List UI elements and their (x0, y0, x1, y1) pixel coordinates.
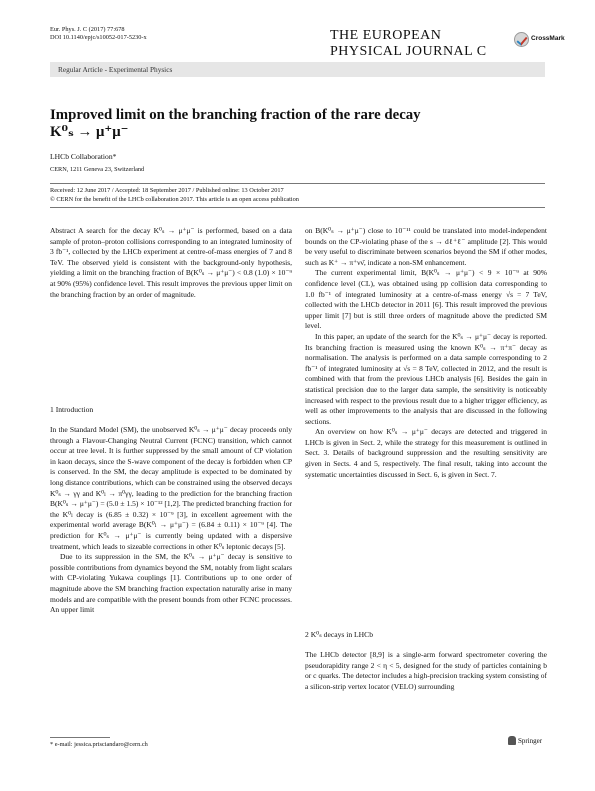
publication-dates: Received: 12 June 2017 / Accepted: 18 September 2017 / Published online: 13 October 2017 (50, 187, 284, 194)
section-heading-introduction: 1 Introduction (50, 405, 94, 414)
article-category: Regular Article - Experimental Physics (58, 65, 173, 74)
paragraph: The LHCb detector [8,9] is a single-arm forward spectrometer covering the pseudorapidity range 2 < η < 5, designed for the study of particles containing b or c quarks. The detector includes a high-precision tracking system consisting of a silicon-strip vertex locator (VELO) surrounding (305, 650, 547, 691)
journal-name-line2: PHYSICAL JOURNAL C (330, 44, 487, 59)
abstract: Abstract A search for the decay K⁰ₛ → μ⁺μ⁻ is performed, based on a data sample of proton–proton collisions corresponding to an integrated luminosity of 3 fb⁻¹, collected by the LHCb experiment at centre-of-mass energies of 7 and 8 TeV. The observed yield is consistent with the background-only hypothesis, yielding a limit on the branching fraction of B(K⁰ₛ → μ⁺μ⁻) < 0.8 (1.0) × 10⁻⁹ at 90% (95%) confidence level. This result improves the previous upper limit on the branching fraction by an order of magnitude. (50, 226, 292, 299)
introduction-text (50, 425, 292, 616)
footnote-divider (50, 737, 110, 738)
journal-logo (322, 22, 510, 58)
title-line1: Improved limit on the branching fraction of the rare decay (50, 107, 421, 123)
paragraph: In this paper, an update of the search for the K⁰ₛ → μ⁺μ⁻ decay is reported. Its branching fraction is measured using the known K⁰ₛ → π⁺π⁻ decay as normalisation. The analysis is performed on a data sample corresponding to 2 fb⁻¹ of integrated luminosity at √s = 8 TeV, collected in 2012, and the result is combined with that from the previous LHCb analysis [6]. Besides the gain in statistical precision due to the larger data sample, the sensitivity is noticeably increased with respect to the previous result due to a higher trigger efficiency, as well as other improvements to the analysis that are discussed in the following sections. (305, 331, 547, 426)
doi: DOI 10.1140/epjc/s10052-017-5230-x (50, 34, 147, 41)
footnote-email[interactable]: * e-mail: jessica.prisciandaro@cern.ch (50, 741, 148, 748)
paragraph: An overview on how K⁰ₛ → μ⁺μ⁻ decays are detected and triggered in LHCb is given in Sect. 2, while the strategy for this measurement is outlined in Sect. 3. Details of background suppression and the resulting sensitivity are given in Sects. 4 and 5, respectively. The final result, taking into account the systematic uncertainties discussed in Sect. 6, is given in Sect. 7. (305, 427, 547, 479)
journal-citation: Eur. Phys. J. C (2017) 77:678 (50, 26, 125, 33)
springer-logo (508, 736, 548, 748)
authors: LHCb Collaboration* (50, 152, 117, 161)
crossmark-label: CrossMark (531, 35, 565, 42)
section-heading-ks-decays: 2 K⁰ₛ decays in LHCb (305, 630, 374, 639)
affiliation: CERN, 1211 Geneva 23, Switzerland (50, 166, 145, 173)
paragraph: In the Standard Model (SM), the unobserved K⁰ₛ → μ⁺μ⁻ decay proceeds only through a Flavour-Changing Neutral Current (FCNC) transition, which cannot occur at tree level. It is further suppressed by the small amount of CP violation in kaon decays, since the S-wave component of the decay is forbidden when CP is conserved. In the SM, the decay amplitude is expected to be dominated by long distance contributions, which can be constrained using the observed decays K⁰ₛ → γγ and K⁰ₗ → π⁰γγ, leading to the prediction for the branching fraction B(K⁰ₛ → μ⁺μ⁻) = (5.0 ± 1.5) × 10⁻¹² [1,2]. The predicted branching fraction for the K⁰ₗ decay is (6.85 ± 0.32) × 10⁻⁹ [3], in excellent agreement with the experimental world average B(K⁰ₗ → μ⁺μ⁻) = (6.84 ± 0.11) × 10⁻⁹ [4]. The prediction for K⁰ₛ → μ⁺μ⁻ is currently being updated with a dispersive treatment, which leads to sizeable corrections in other K⁰ₛ leptonic decays [5]. (50, 425, 292, 551)
divider (50, 183, 545, 184)
divider (50, 207, 545, 208)
right-column (305, 226, 547, 480)
section2-text (305, 650, 547, 692)
left-column (50, 226, 292, 300)
journal-reference (50, 26, 147, 42)
paragraph: Due to its suppression in the SM, the K⁰ₛ → μ⁺μ⁻ decay is sensitive to possible contributions from dynamics beyond the SM, notably from light scalars with CP-violating Yukawa couplings [1]. Contributions up to one order of magnitude above the SM branching fraction expectation naturally arise in many models and are compatible with the present bounds from other FCNC processes. An upper limit (50, 552, 292, 615)
paragraph: The current experimental limit, B(K⁰ₛ → μ⁺μ⁻) < 9 × 10⁻⁹ at 90% confidence level (CL), was obtained using pp collision data corresponding to 1.0 fb⁻¹ of integrated luminosity at a centre-of-mass energy √s = 7 TeV, collected with the LHCb detector in 2011 [6]. This result improved the previous upper limit [7] but is still three orders of magnitude above the predicted SM level. (305, 268, 547, 331)
paragraph: on B(K⁰ₛ → μ⁺μ⁻) close to 10⁻¹¹ could be translated into model-independent bounds on the CP-violating phase of the s → dℓ⁺ℓ⁻ amplitude [2]. This would be very useful to discriminate between scenarios beyond the SM if other modes, such as K⁺ → π⁺νν̄, indicate a non-SM enhancement. (305, 226, 547, 267)
title-line2: K⁰ₛ → μ⁺μ⁻ (50, 124, 129, 140)
crossmark-badge[interactable] (514, 32, 588, 48)
article-title (50, 107, 550, 141)
publisher-name: Springer (518, 737, 543, 745)
copyright-notice: © CERN for the benefit of the LHCb collaboration 2017. This article is an open access publication (50, 196, 299, 203)
springer-horse-icon (508, 736, 516, 745)
journal-name-line1: THE EUROPEAN (330, 28, 442, 43)
crossmark-icon (514, 32, 529, 47)
article-category-bar (50, 62, 545, 77)
